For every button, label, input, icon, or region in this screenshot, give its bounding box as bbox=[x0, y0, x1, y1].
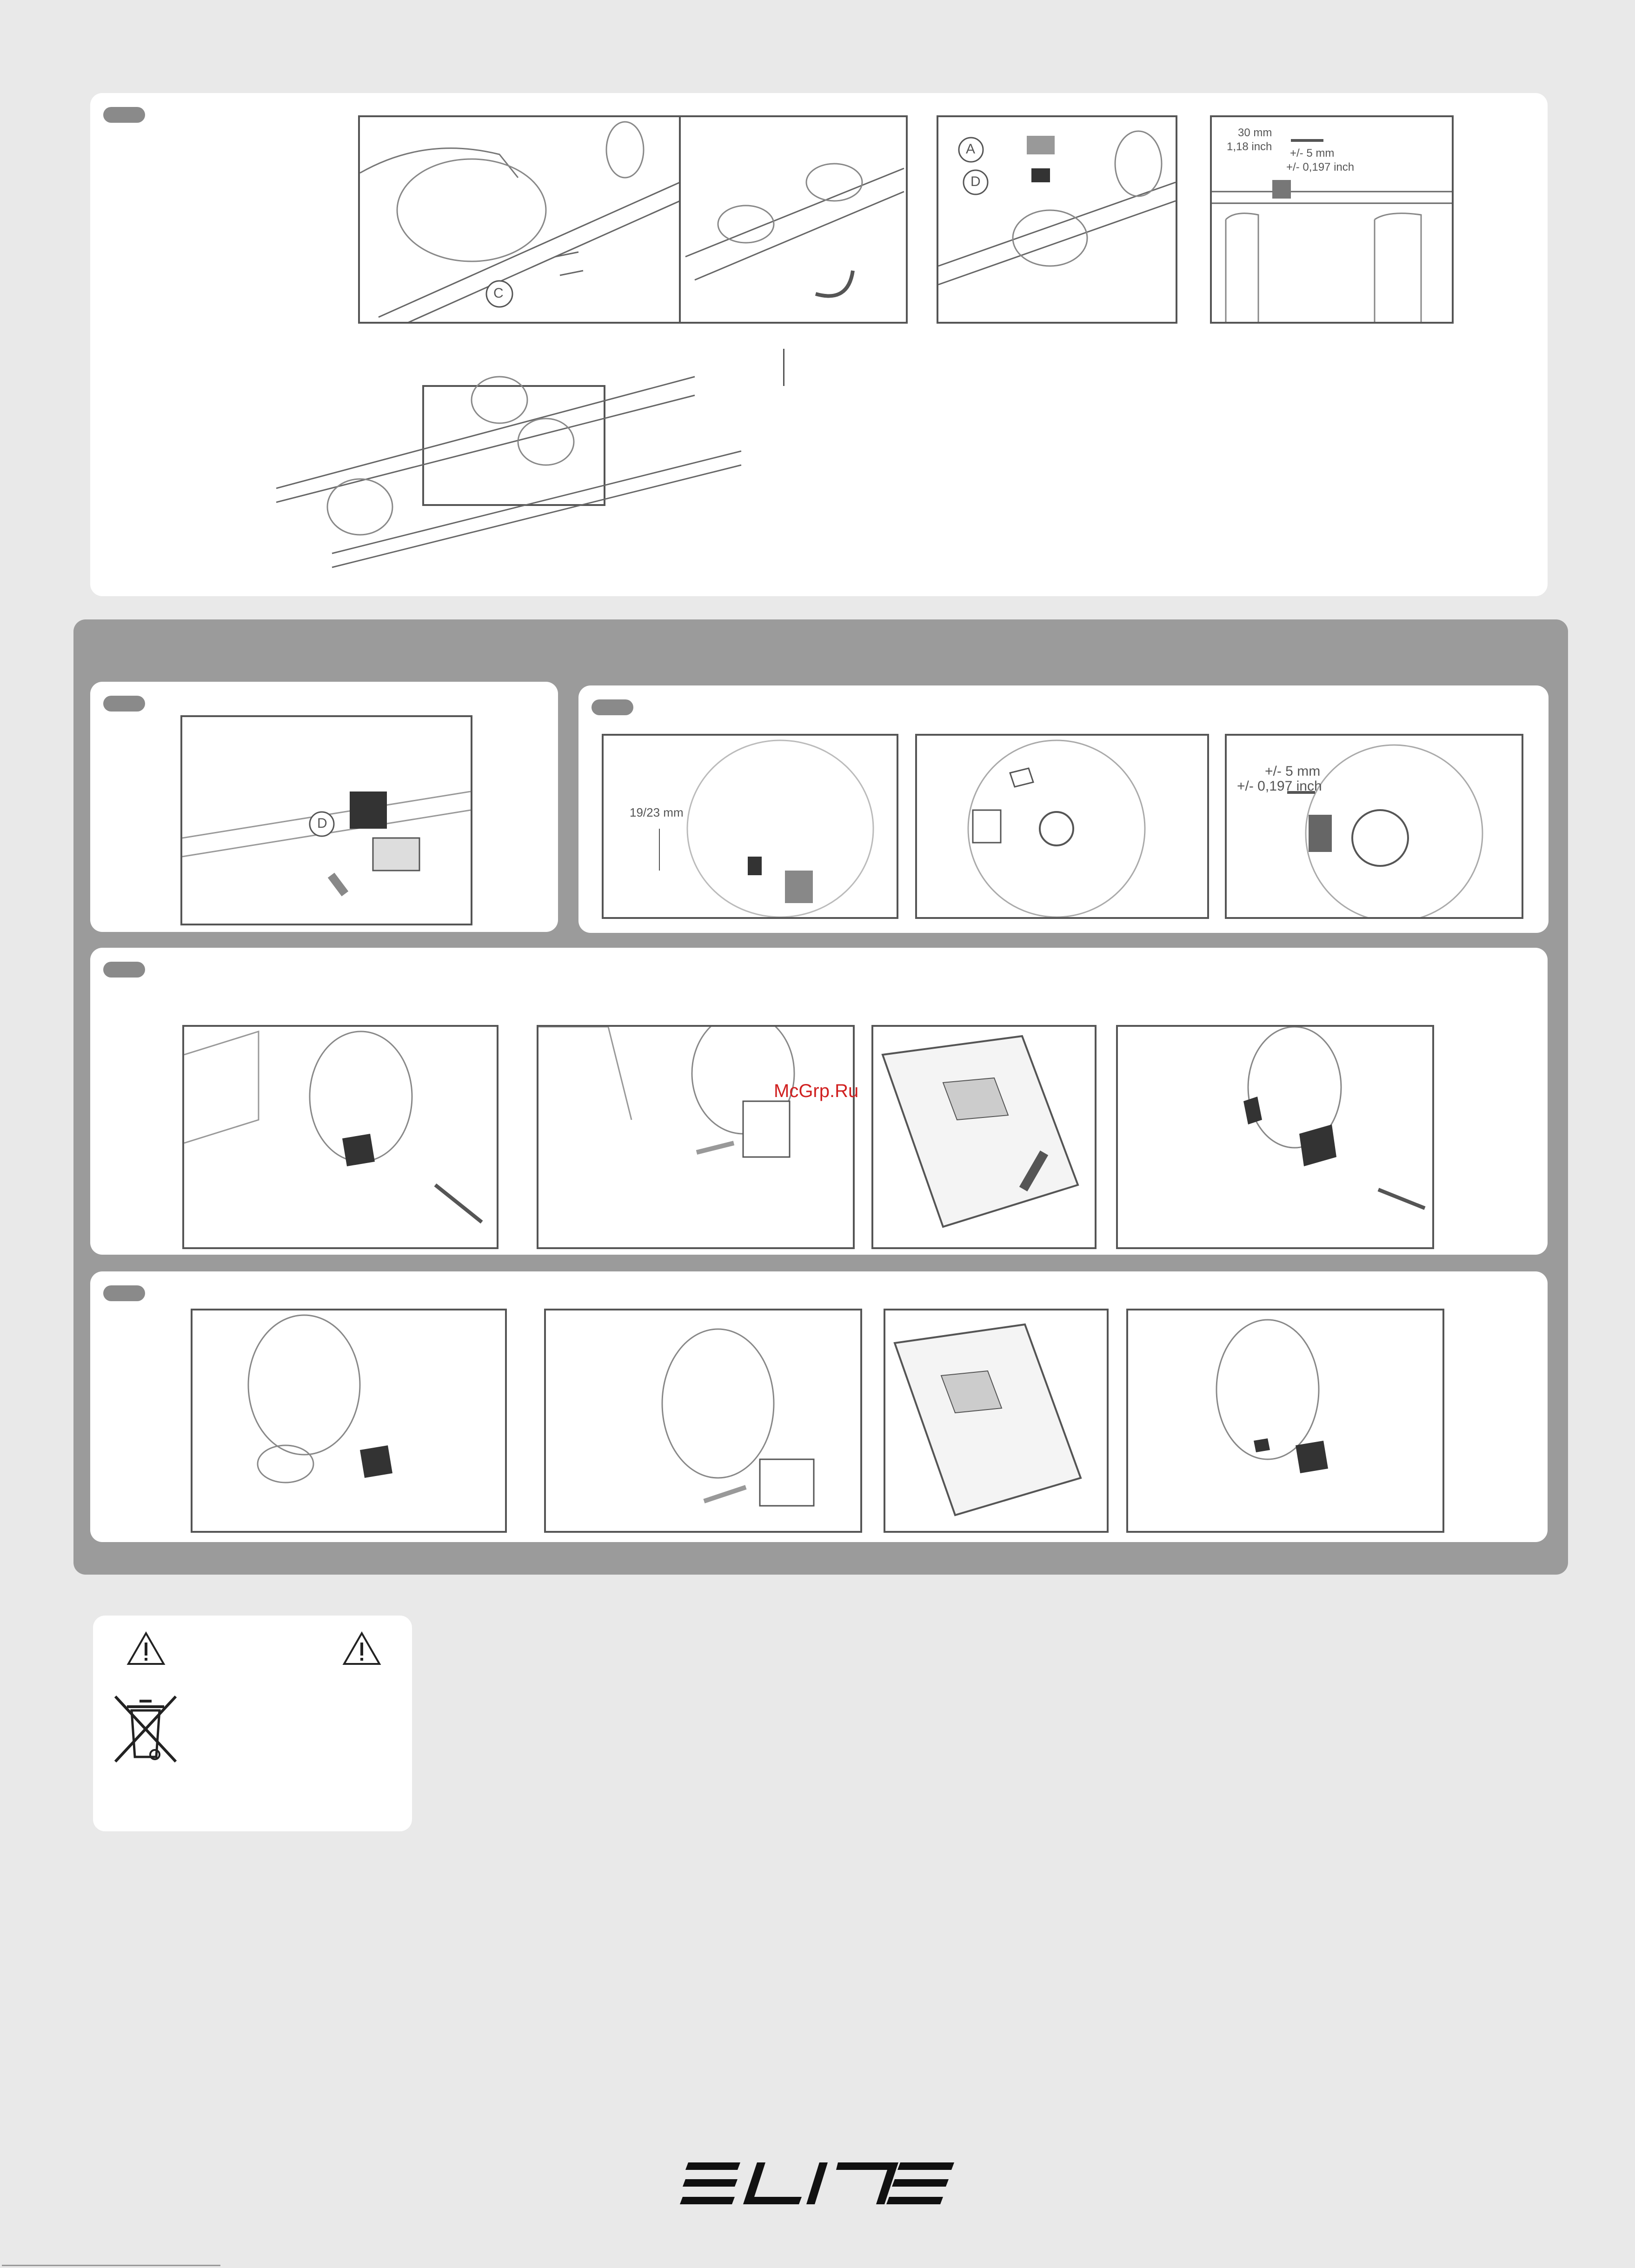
rear-sensor-box-drawing bbox=[885, 1310, 1107, 1531]
step-tab bbox=[103, 107, 145, 123]
callout-a: A bbox=[966, 141, 976, 157]
rear-sensor-box-figure bbox=[884, 1309, 1109, 1533]
rear-remove-cover-drawing bbox=[193, 1310, 505, 1531]
dimension-19-23mm: 19/23 mm bbox=[630, 805, 684, 819]
elite-logo bbox=[680, 2162, 954, 2204]
callout-d: D bbox=[317, 816, 327, 831]
install-cover-figure bbox=[1116, 1025, 1434, 1249]
remove-cover-drawing bbox=[184, 1027, 497, 1247]
tolerance-5mm: +/- 5 mm bbox=[1290, 147, 1335, 160]
roller-frame-rotate-drawing bbox=[681, 117, 906, 322]
watermark: McGrp.Ru bbox=[774, 1081, 859, 1101]
dimension-118inch: 1,18 inch bbox=[1227, 140, 1272, 153]
flywheel-center-figure bbox=[915, 734, 1209, 919]
step-tab bbox=[592, 699, 633, 715]
footer-rule bbox=[2, 2265, 220, 2266]
install-cover-drawing bbox=[1118, 1027, 1432, 1247]
step-tab bbox=[103, 962, 145, 978]
warning-icon bbox=[342, 1631, 381, 1666]
flywheel-distance-drawing bbox=[604, 736, 897, 917]
weee-crossed-bin-icon bbox=[111, 1692, 180, 1766]
rear-install-cover-figure bbox=[1126, 1309, 1444, 1533]
sensor-parts-figure bbox=[937, 115, 1177, 324]
warning-icon bbox=[126, 1631, 166, 1666]
flywheel-distance-figure bbox=[602, 734, 898, 919]
sensor-bracket-figure bbox=[180, 715, 472, 925]
tolerance-5mm: +/- 5 mm bbox=[1265, 764, 1321, 779]
rear-insert-sensor-drawing bbox=[546, 1310, 860, 1531]
rear-insert-sensor-figure bbox=[544, 1309, 862, 1533]
flywheel-tolerance-figure bbox=[1225, 734, 1523, 919]
step-tab bbox=[103, 1285, 145, 1301]
sensor-position-figure bbox=[1210, 115, 1454, 324]
warning-card bbox=[93, 1616, 412, 1831]
tolerance-0197inch: +/- 0,197 inch bbox=[1237, 778, 1322, 794]
trainer-rear-cover-card bbox=[90, 1271, 1548, 1542]
dimension-30mm: 30 mm bbox=[1238, 126, 1272, 139]
sensor-box-drawing bbox=[873, 1027, 1095, 1247]
sensor-box-figure bbox=[871, 1025, 1097, 1249]
insert-sensor-figure bbox=[537, 1025, 855, 1249]
tolerance-0197inch: +/- 0,197 inch bbox=[1286, 161, 1355, 173]
rear-remove-cover-figure bbox=[191, 1309, 507, 1533]
step-tab bbox=[103, 696, 145, 712]
callout-c: C bbox=[493, 286, 504, 301]
callout-d: D bbox=[970, 174, 981, 189]
flywheel-tolerance-drawing bbox=[1227, 736, 1522, 917]
roller-frame-rotate-figure bbox=[679, 115, 908, 324]
trainer-sensor-card bbox=[90, 682, 558, 932]
remove-cover-figure bbox=[182, 1025, 498, 1249]
insert-sensor-drawing bbox=[538, 1027, 853, 1247]
flywheel-sensor-card bbox=[578, 685, 1549, 933]
rear-install-cover-drawing bbox=[1128, 1310, 1442, 1531]
flywheel-center-drawing bbox=[917, 736, 1207, 917]
full-roller-drawing bbox=[276, 349, 806, 591]
roller-assembly-card bbox=[90, 93, 1548, 596]
